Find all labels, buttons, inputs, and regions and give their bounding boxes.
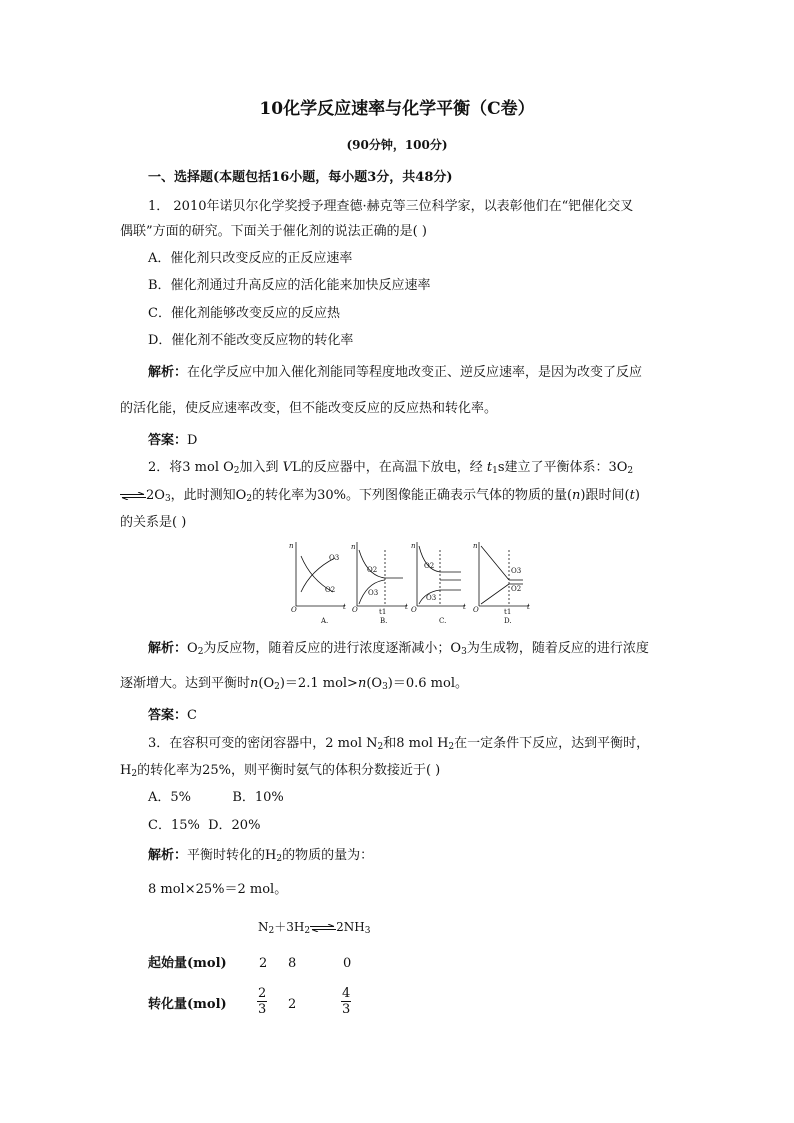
q3-row2-label: 转化量(mol) xyxy=(148,997,227,1012)
q3-analysis-line2: 8 mol×25%＝2 mol。 xyxy=(148,882,288,897)
q1-answer xyxy=(148,433,197,449)
graph-c-label: C. xyxy=(439,617,447,625)
svg-text:n: n xyxy=(289,542,294,550)
q1-option-c: C．催化剂能够改变反应的反应热 xyxy=(148,306,340,321)
graph-a xyxy=(289,542,346,625)
q3-stem-line1: 3．在容积可变的密闭容器中，2 mol $N_2$和8 mol $H_2$在一定条件下反应，达到平衡时， xyxy=(148,736,650,752)
svg-text:t: t xyxy=(405,603,408,611)
q1-option-b: B．催化剂通过升高反应的活化能来加快反应速率 xyxy=(148,278,431,293)
document-title: 10化学反应速率与化学平衡（C卷） xyxy=(259,99,535,119)
q3-analysis-line1: 解析：平衡时转化的$H_2$的物质的量为： xyxy=(148,848,374,864)
graph-b xyxy=(351,543,408,625)
svg-text:O3: O3 xyxy=(511,567,522,575)
q2-stem-line3: 的关系是( ) xyxy=(120,515,187,530)
q1-answer-value: D xyxy=(187,433,198,448)
svg-text:t1: t1 xyxy=(379,608,387,616)
q3-row1-n2: 2 xyxy=(259,956,268,971)
svg-text:O2: O2 xyxy=(511,585,522,593)
q3-row2-n2-fraction: $\frac{2}{3}$ xyxy=(258,986,267,1017)
graph-d-label: D. xyxy=(504,617,512,625)
q1-option-d: D．催化剂不能改变反应物的转化率 xyxy=(148,333,354,348)
svg-text:O3: O3 xyxy=(426,594,437,602)
q2-graphs xyxy=(287,540,537,630)
svg-text:n: n xyxy=(473,542,478,550)
q1-analysis-line2: 的活化能，使反应速率改变，但不能改变反应的反应热和转化率。 xyxy=(120,401,498,416)
graph-c xyxy=(411,542,466,625)
svg-text:O2: O2 xyxy=(424,562,435,570)
q3-options-line1: A．5% B．10% xyxy=(148,790,284,805)
q2-analysis-line1: 解析：$O_2$为反应物，随着反应的进行浓度逐渐减小；$O_3$为生成物，随着反应的进行浓度 xyxy=(148,641,649,657)
q2-stem-line1: 2．将3 mol $O_2$加入到 VL的反应器中，在高温下放电，经 $t_1s$建立了平衡体系：$3O_2$ xyxy=(148,460,634,476)
q1-option-a: A．催化剂只改变反应的正反应速率 xyxy=(148,251,353,266)
q3-row1-nh3: 0 xyxy=(343,956,352,971)
svg-text:O: O xyxy=(411,606,417,614)
svg-text:O: O xyxy=(473,606,479,614)
equilibrium-arrow-icon xyxy=(310,924,336,932)
q2-answer xyxy=(148,708,197,724)
q1-analysis-label: 解析： xyxy=(148,365,188,380)
q3-equation: $N_2+3H_2$ $2NH_3$ xyxy=(258,920,371,936)
q1-answer-label: 答案： xyxy=(148,433,188,448)
q1-stem-line1: 1． 2010年诺贝尔化学奖授予理查德·赫克等三位科学家，以表彰他们在“钯催化交叉 xyxy=(148,199,634,214)
q3-row1-h2: 8 xyxy=(288,956,297,971)
q3-row2-h2: 2 xyxy=(288,997,297,1012)
q2-answer-label: 答案： xyxy=(148,708,188,723)
svg-text:t: t xyxy=(463,603,466,611)
svg-text:O: O xyxy=(352,606,358,614)
graph-a-label: A. xyxy=(321,617,329,625)
svg-text:O2: O2 xyxy=(367,566,378,574)
q3-analysis-label: 解析： xyxy=(148,848,188,863)
graph-b-label: B. xyxy=(380,617,388,625)
svg-text:O3: O3 xyxy=(329,554,340,562)
svg-text:t: t xyxy=(343,603,346,611)
q1-stem-line2: 偶联”方面的研究。下面关于催化剂的说法正确的是( ) xyxy=(120,224,427,239)
section-heading: 一、选择题(本题包括16小题，每小题3分，共48分) xyxy=(148,170,453,185)
svg-text:n: n xyxy=(411,542,416,550)
document-subtitle: (90分钟，100分) xyxy=(346,138,448,152)
q2-analysis-label: 解析： xyxy=(148,641,188,656)
svg-text:O3: O3 xyxy=(368,589,379,597)
q3-stem-line2: $H_2$的转化率为25%，则平衡时氨气的体积分数接近于( ) xyxy=(120,763,441,779)
q3-row2-nh3-fraction: $\frac{4}{3}$ xyxy=(342,986,351,1017)
q1-analysis-line1: 解析：在化学反应中加入催化剂能同等程度地改变正、逆反应速率，是因为改变了反应 xyxy=(148,365,643,380)
equilibrium-arrow-icon xyxy=(120,492,146,500)
q3-row1-label: 起始量(mol) xyxy=(148,956,227,971)
svg-text:O: O xyxy=(291,606,297,614)
svg-text:t: t xyxy=(527,603,530,611)
svg-text:O2: O2 xyxy=(325,586,336,594)
q3-options-line2: C．15% D．20% xyxy=(148,818,261,833)
q2-stem-line2: $2O_3$，此时测知$O_2$的转化率为30%。下列图像能正确表示气体的物质的量(n)跟时间(t) xyxy=(120,488,640,504)
svg-text:t1: t1 xyxy=(504,608,512,616)
graph-d xyxy=(473,542,530,625)
q2-answer-value: C xyxy=(187,708,197,723)
svg-text:n: n xyxy=(351,543,356,551)
q2-analysis-line2: 逐渐增大。达到平衡时$n(O_2)=2.1$ $mol>n(O_3)=0.6$ mol。 xyxy=(120,676,468,692)
